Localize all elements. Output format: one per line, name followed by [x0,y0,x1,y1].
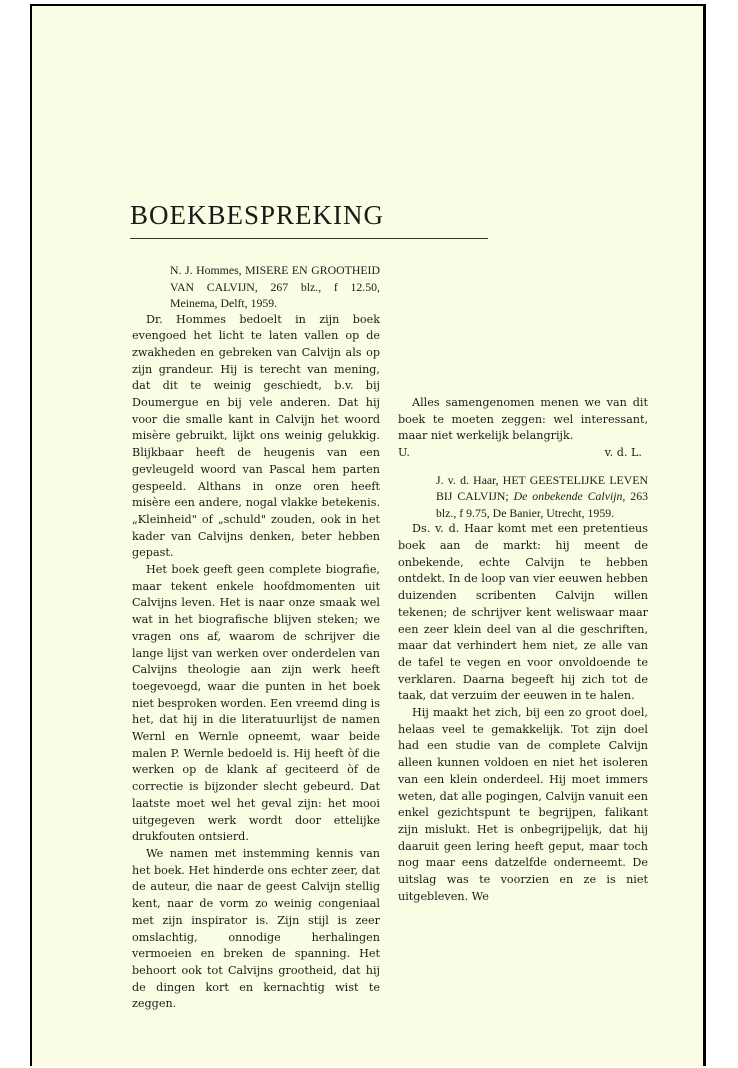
review2-reference-details: 263 blz., f 9.75, De Banier, Utrecht, 1959. [436,489,648,520]
review1-reference: N. J. Hommes, MISERE EN GROOTHEID VAN CALVIJN, 267 blz., f 12.50, Meinema, Delft, 1959. [170,263,380,310]
heading-rule [130,238,488,239]
review1-paragraph-4: Alles samengenomen menen we van dit boek te moeten zeggen: wel interessant, maar niet werkelijk belangrijk. [398,396,648,443]
review2-paragraph-1: Ds. v. d. Haar komt met een pretentieus boek aan de markt: hij meent de onbekende, echte Calvijn te hebben ontdekt. In de loop van vier eeuwen hebben duizenden scribenten Calvijn willen tekenen; de schrijver kent weliswaar maar een zeer klein deel van al die geschriften, maar dat verhindert hem niet, ze alle van de tafel te vegen en voor onvoldoende te verklaren. Daarna begeeft hij zich tot de taak, dat verzuim der eeuwen in te halen. [398,522,648,703]
section-gap [398,462,648,472]
signature-initial: U. [398,446,410,460]
review1-paragraph-1: Dr. Hommes bedoelt in zijn boek evengoed het licht te laten vallen op de zwakheden en gebreken van Calvijn als op zijn grandeur. Hij is terecht van mening, dat dit te weinig geschiedt, b.v. bij Doumergue en bij vele anderen. Dat hij voor die smalle kant in Calvijn het woord misère gebruikt, lijkt ons weinig gelukkig. Blijkbaar heeft de heugenis van een gevleugeld woord van Pascal hem parten gespeeld. Althans in onze oren heeft misère een andere, nogal vlakke betekenis. „Kleinheid" of „schuld" zouden, ook in het kader van Calvijns denken, beter hebben gepast. [132,312,380,560]
review1-paragraph-2: Het boek geeft geen complete biografie, maar tekent enkele hoofdmomenten uit Calvijns leven. Het is naar onze smaak wel wat in het biografische blijven steken; we vragen ons af, waarom de schrijver die lange lijst van werken over onderdelen van Calvijns theologie aan zijn werk heeft toegevoegd, waar die punten in het boek niet besproken worden. Een vreemd ding is het, dat hij in die literatuurlijst de namen Wernl en Wernle opneemt, waar beide malen P. Wernle bedoeld is. Hij heeft òf die werken op de klank af geciteerd òf de correctie is bijzonder slecht gebeurd. Dat laatste moet wel het geval zijn: het mooi uitgegeven werk wordt door ettelijke drukfouten ontsierd. [132,563,380,844]
right-column [398,262,648,905]
review2-reference [436,472,648,522]
signature-author: v. d. L. [604,446,642,460]
review2-reference-series: De onbekende Calvijn, [513,489,626,504]
review2-paragraph-2: Hij maakt het zich, bij een zo groot doel, helaas veel te gemakkelijk. Tot zijn doel had een studie van de complete Calvijn alleen kunnen voldoen en niet het isoleren van een klein onderdeel. Hij moet immers weten, dat alle pogingen, Calvijn vanuit een enkel gezichtspunt te begrijpen, falikant zijn mislukt. Het is onbegrijpelijk, dat hij daaruit geen lering heeft geput, maar toch nog maar eens datzelfde onderneemt. De uitslag was te voorzien en ze is niet uitgebleven. We [398,706,648,903]
continuation-spacer [398,262,648,395]
page [30,4,706,1066]
review2-reference-title: J. v. d. Haar, HET GEESTELIJKE LEVEN BIJ CALVIJN; [436,472,648,504]
review1-paragraph-3: We namen met instemming kennis van het boek. Het hinderde ons echter zeer, dat de auteur, die naar de geest Calvijn stellig kent, naar de vorm zo weinig congeniaal met zijn inspirator is. Zijn stijl is zeer omslachtig, onnodige herhalingen vermoeien en breken de spanning. Het behoort ook tot Calvijns grootheid, dat hij de dingen kort en kernachtig wist te zeggen. [132,847,380,1011]
left-column [132,262,380,1013]
review1-signature [398,445,642,462]
page-heading: BOEKBESPREKING [130,200,385,230]
